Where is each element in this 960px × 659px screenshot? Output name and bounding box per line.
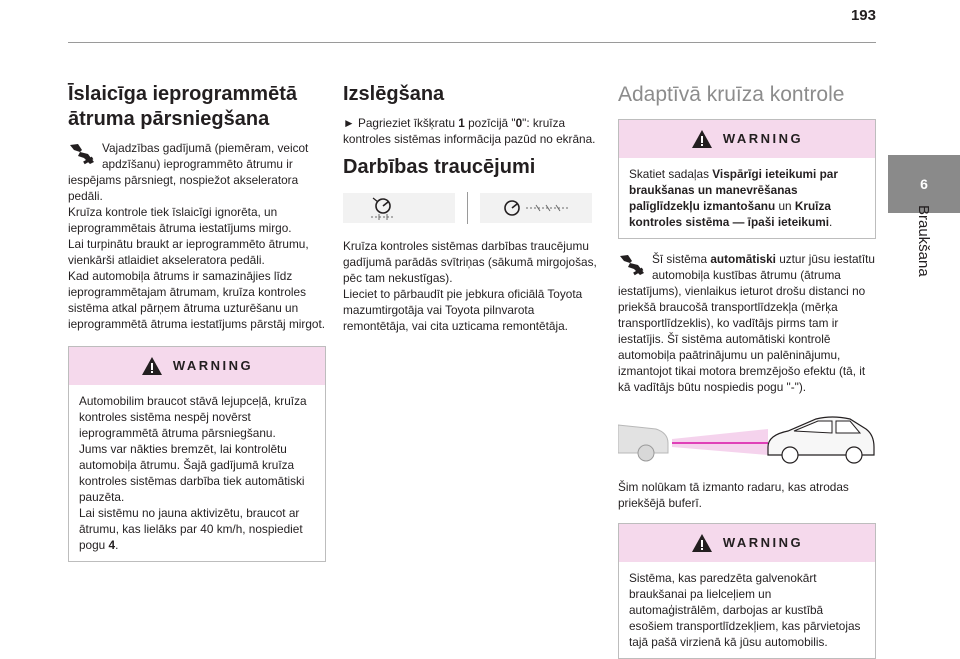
- text: Pagrieziet īkšķratu: [354, 116, 459, 130]
- button-reference: 4: [108, 538, 116, 552]
- foot-pedal-icon: [618, 253, 646, 277]
- paragraph: [79, 505, 315, 553]
- text: uztur jūsu iestatītu automobiļa kustības ātrumu (ātruma iestatījums), vienlaikus ieturot drošu distanci no priekšā braucošā transportlīdzekļa (mērķa transportlīdzeklis), ko vadītājs pirms tam ir iestatījis. Šī sistēma automātiski kontrolē automobiļa paātrinājumu un palēninājumu, izmantojot tikai motora bremzējošo efektu (tā, it kā vadītājs būtu nospiedis pogu "-").: [618, 252, 875, 394]
- emphasis: automātiski: [710, 252, 776, 266]
- text: ": kruīza kontroles sistēmas informācija pazūd no ekrāna.: [343, 116, 596, 146]
- paragraph: [343, 115, 601, 147]
- cruise-fault-display-icon: [480, 193, 592, 223]
- warning-title: WARNING: [722, 535, 804, 550]
- text: .: [115, 538, 119, 552]
- adaptive-description: [618, 251, 876, 395]
- arrow-bullet-icon: ►: [343, 116, 355, 130]
- cruise-fault-display-icon: [343, 193, 455, 223]
- text: un: [775, 199, 795, 213]
- paragraph: Kruīza kontrole tiek īslaicīgi ignorēta, un ieprogrammētais ātruma iestatījums mirgo.: [68, 205, 292, 235]
- warning-triangle-icon: [691, 533, 713, 553]
- paragraph: Vajadzības gadījumā (piemēram, veicot apdzīšanu) ieprogrammēto ātrumu ir iespējams pārsniegt, nospiežot akseleratora pedāli.: [68, 141, 309, 203]
- text: Lai sistēmu no jauna aktivizētu, braucot ar ātrumu, kas lielāks par 40 km/h, nospiediet pogu: [79, 506, 303, 552]
- paragraph: Sistēma, kas paredzēta galvenokārt braukšanai pa lielceļiem un automaģistrālēm, darbojas ar kustībā esošiem transportlīdzekļiem, kas pārvietojas tajā pašā virzienā kā jūsu automobilis.: [629, 571, 861, 649]
- warning-header: [619, 120, 875, 158]
- position-reference: 0: [515, 116, 523, 130]
- warning-box: [68, 346, 326, 562]
- chapter-tab[interactable]: 6: [888, 155, 960, 213]
- warning-title: WARNING: [722, 131, 804, 146]
- chapter-title: Braukšana: [915, 205, 932, 277]
- paragraph: [629, 166, 865, 230]
- paragraph: Automobilim braucot stāvā lejupceļā, kruīza kontroles sistēma nespēj novērst ieprogrammētā ātruma pārsniegšanu.: [79, 394, 307, 440]
- radar-illustration: [618, 407, 876, 465]
- section-heading-switch-off: Izslēgšana: [343, 83, 445, 105]
- warning-triangle-icon: [141, 356, 163, 376]
- dashboard-illustration: [343, 192, 601, 224]
- section-heading-speed-override: Īslaicīga ieprogrammētā ātruma pārsniegšana: [68, 83, 297, 130]
- paragraph: [618, 251, 876, 395]
- paragraph: Kad automobiļa ātrums ir samazinājies līdz ieprogrammētajam ātrumam, kruīza kontroles sistēma atkal pārņem ātruma uzturēšanu un ieprogrammētā ātruma iestatījums pārstāj mirgot.: [68, 269, 326, 331]
- text: Šī sistēma: [652, 252, 711, 266]
- foot-pedal-icon: [68, 142, 96, 166]
- paragraph: Jums var nākties bremzēt, lai kontrolētu automobiļa ātrumu. Šajā gadījumā kruīza kontroles sistēmas darbība tiek automātiski pauzēta.: [79, 442, 305, 504]
- column-3: [618, 82, 876, 659]
- paragraph: Kruīza kontroles sistēmas darbības traucējumu gadījumā parādās svītriņas (sākumā mirgojošas, pēc tam nekustīgas).: [343, 239, 597, 285]
- text: .: [828, 215, 833, 229]
- warning-header: [619, 524, 875, 562]
- section-heading-adaptive-cruise: Adaptīvā kruīza kontrole: [618, 83, 845, 106]
- warning-body: [619, 562, 875, 658]
- divider: [467, 192, 468, 224]
- cross-reference: Kruīza kontroles sistēma — īpaši ieteikumi: [629, 199, 831, 229]
- page-number: 193: [850, 7, 876, 24]
- paragraph: Šim nolūkam tā izmanto radaru, kas atrodas priekšējā buferī.: [618, 480, 849, 510]
- column-2: [343, 82, 601, 334]
- column-1: [68, 82, 326, 562]
- text: pozīcijā ": [464, 116, 516, 130]
- warning-triangle-icon: [691, 129, 713, 149]
- intro-paragraph: [68, 140, 326, 204]
- warning-body: [69, 385, 325, 561]
- warning-box: [618, 119, 876, 239]
- paragraph: Lai turpinātu braukt ar ieprogrammēto ātrumu, vienkārši atlaidiet akseleratora pedāli.: [68, 237, 309, 267]
- paragraph: Lieciet to pārbaudīt pie jebkura oficiālā Toyota mazumtirgotāja vai Toyota pilnvarota remontētāja, vai cita uzticama remontētāja.: [343, 287, 583, 333]
- text: Skatiet sadaļas: [629, 167, 713, 181]
- warning-title: WARNING: [172, 358, 254, 373]
- warning-box: [618, 523, 876, 659]
- header-rule: [68, 42, 876, 43]
- warning-header: [69, 347, 325, 385]
- cross-reference: Vispārīgi ieteikumi par braukšanas un manevrēšanas palīglīdzekļu izmantošanu: [629, 167, 838, 213]
- warning-body: [619, 158, 875, 238]
- section-heading-malfunction: Darbības traucējumi: [343, 156, 536, 178]
- wheel-reference: 1: [458, 116, 465, 130]
